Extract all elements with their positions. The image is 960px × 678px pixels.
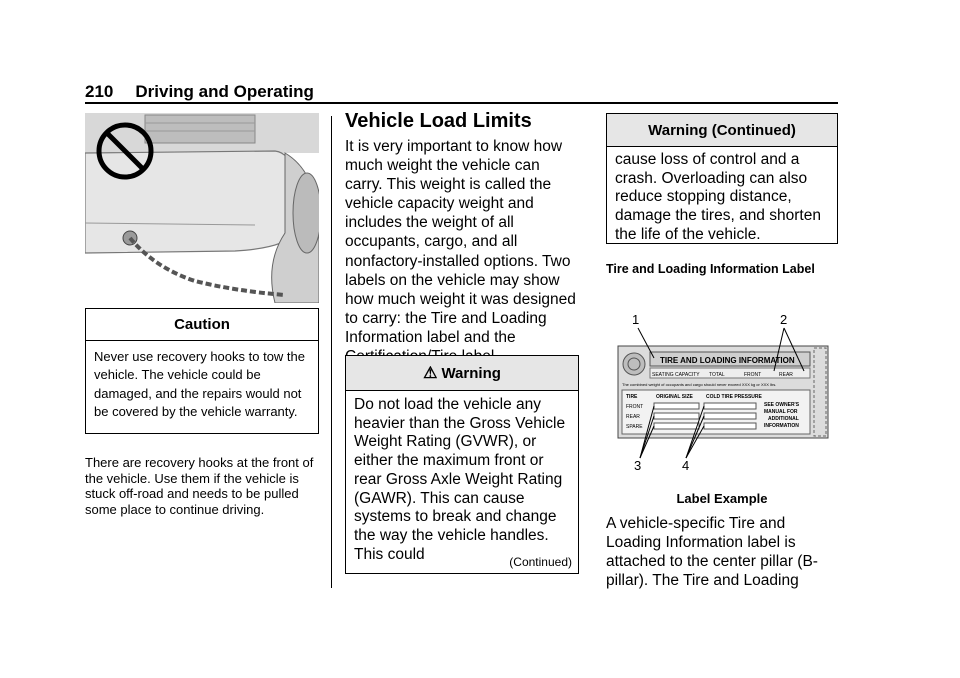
warning-body: Do not load the vehicle any heavier than the Gross Vehicle Weight Rating (GVWR), or either the maximum front or rear Gross Axle Weight Rating (GAWR). This can cause systems to break and change the way the vehicle handles. This could	[354, 396, 566, 563]
warning-continued-title: Warning (Continued)	[607, 114, 837, 147]
label-seating: SEATING CAPACITY	[652, 372, 700, 378]
label-additional: ADDITIONAL	[768, 416, 799, 422]
page-number: 210	[85, 82, 114, 101]
label-subheading: Tire and Loading Information Label	[606, 262, 815, 276]
recovery-hooks-paragraph: There are recovery hooks at the front of the vehicle. Use them if the vehicle is stuck off-road and needs to be pulled some place to continue driving.	[85, 455, 314, 517]
label-front: FRONT	[744, 372, 762, 378]
continued-note: (Continued)	[509, 555, 572, 569]
warning-continued-body: cause loss of control and a crash. Overloading can also reduce stopping distance, damage the tires, and shorten the life of the vehicle.	[615, 151, 821, 243]
load-limits-paragraph: It is very important to know how much weight the vehicle can carry. This weight is called the vehicle capacity weight and includes the weight of all occupants, cargo, and all nonfactory-installed options. Two labels on the vehicle may show how much weight it was designed to carry: the Tire and Loading Information label and the	[345, 138, 576, 346]
label-col-tire: TIRE	[626, 394, 638, 400]
warning-continued-box	[606, 113, 838, 244]
warning-title-bar	[346, 356, 578, 391]
section-title: Vehicle Load Limits	[345, 110, 532, 132]
label-information: INFORMATION	[764, 423, 799, 429]
label-col-size: ORIGINAL SIZE	[656, 394, 693, 400]
label-row-front: FRONT	[626, 404, 644, 410]
callout-1: 1	[632, 312, 640, 327]
warning-icon: ⚠	[423, 365, 438, 382]
prohibition-icon	[95, 121, 155, 181]
column-divider	[331, 116, 332, 588]
callout-2: 2	[780, 312, 788, 327]
page-header	[85, 82, 314, 102]
caution-title: Caution	[86, 309, 318, 341]
label-col-pressure: COLD TIRE PRESSURE	[706, 394, 762, 400]
label-manual-for: MANUAL FOR	[764, 409, 798, 415]
header-rule	[85, 102, 838, 104]
caution-body: Never use recovery hooks to tow the vehicle. The vehicle could be damaged, and the repairs would not be covered by the vehicle warranty.	[94, 349, 305, 419]
label-title: TIRE AND LOADING INFORMATION	[660, 356, 795, 365]
label-see-owners: SEE OWNER'S	[764, 402, 800, 408]
caution-box	[85, 308, 319, 434]
recovery-hook-illustration	[85, 113, 319, 303]
label-total: TOTAL	[709, 372, 725, 378]
callout-4: 4	[682, 458, 690, 473]
warning-box	[345, 355, 579, 574]
label-location-paragraph: A vehicle-specific Tire and Loading Information label is attached to the center pillar (B-pillar). The Tire and Loading	[606, 515, 818, 590]
warning-title: Warning	[441, 365, 501, 382]
label-row-spare: SPARE	[626, 424, 643, 430]
section-name: Driving and Operating	[135, 82, 314, 101]
label-row-rear: REAR	[626, 414, 640, 420]
label-rear: REAR	[779, 372, 793, 378]
label-combined: The combined weight of occupants and cargo should never exceed XXX kg or XXX lbs.	[622, 382, 777, 387]
callout-3: 3	[634, 458, 642, 473]
label-caption: Label Example	[676, 491, 768, 506]
tire-loading-label-illustration	[614, 308, 834, 478]
